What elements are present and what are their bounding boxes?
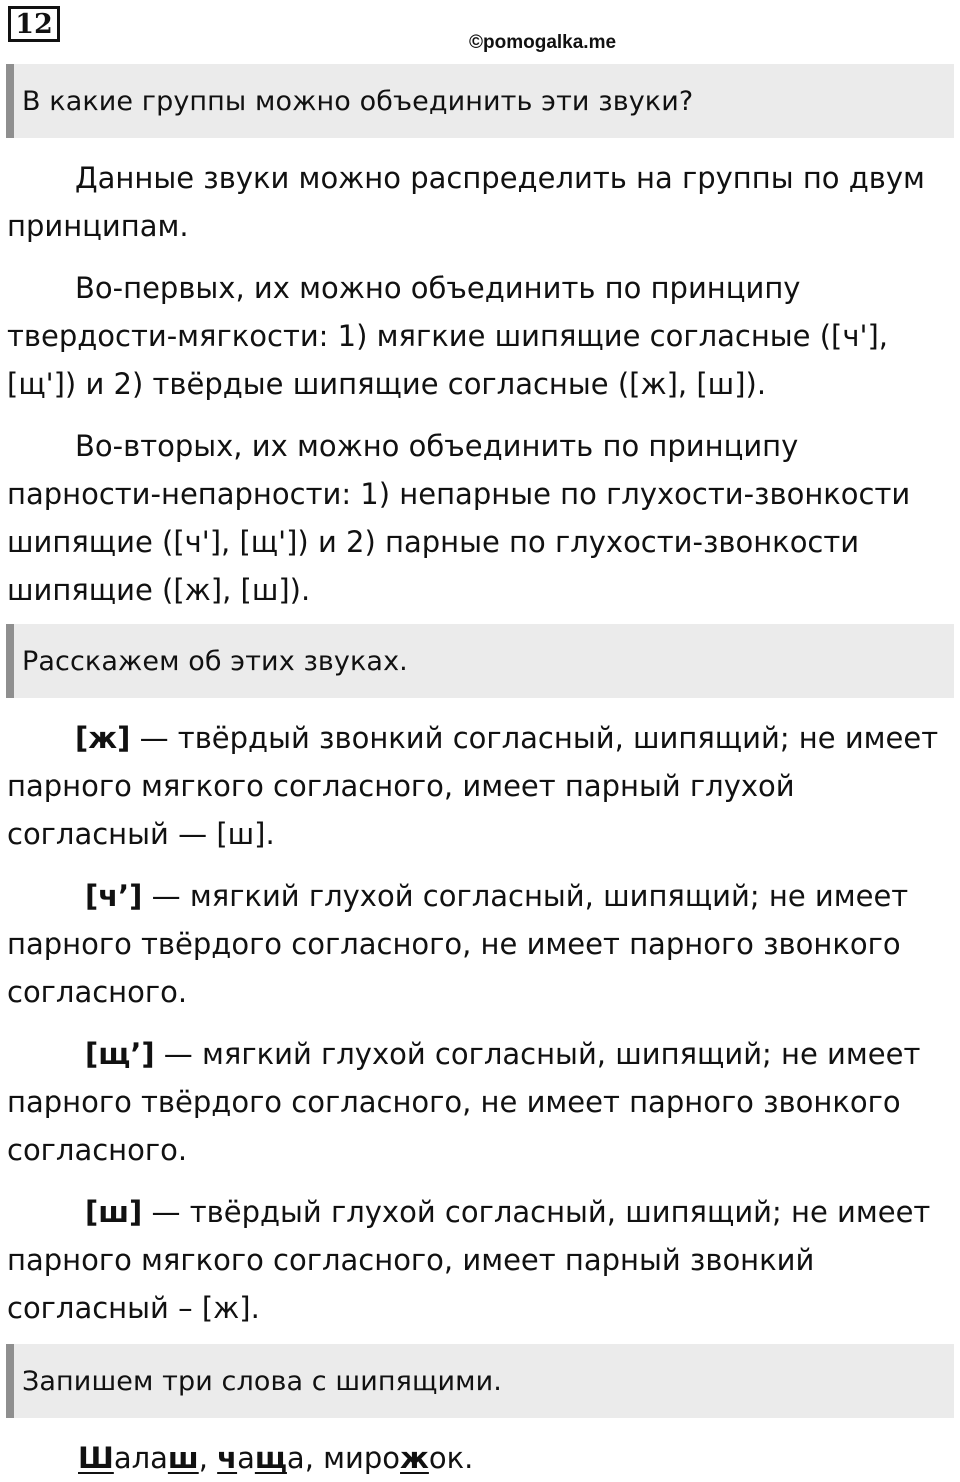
underlined-letter: ч [217,1441,238,1475]
paragraph-text: Во-вторых, их можно объединить по принципу парности-непарности: 1) непарные по глухости-звонкости шипящие ([ч'], [щ']) и 2) парные по глухости-звонкости шипящие ([ж], [ш]). [7,429,911,607]
sound-label: [ч’] [85,879,143,913]
paragraph-text: Данные звуки можно распределить на группы по двум принципам. [7,161,925,243]
paragraph-text: Во-первых, их можно объединить по принципу твердости-мягкости: 1) мягкие шипящие согласные ([ч'], [щ']) и 2) твёрдые шипящие согласные ([ж], [ш]). [7,271,889,401]
sound-description-zh [7,714,952,858]
sound-label: [ш] [85,1195,143,1229]
underlined-letter: щ [254,1441,287,1475]
underlined-letter: ш [167,1441,199,1475]
separator: , [198,1441,218,1475]
sound-text: — мягкий глухой согласный, шипящий; не имеет парного твёрдого согласного, не имеет парного звонкого согласного. [7,879,909,1009]
word-part: ок. [428,1441,474,1475]
sound-text: — мягкий глухой согласный, шипящий; не имеет парного твёрдого согласного, не имеет парного звонкого согласного. [7,1037,921,1167]
word-part: миро [323,1441,401,1475]
word-part: а [237,1441,255,1475]
paragraph-second-principle [7,422,952,614]
sound-label: [ж] [75,721,131,755]
separator: , [304,1441,324,1475]
sound-label: [щ’] [85,1037,155,1071]
underlined-letter: Ш [78,1441,114,1475]
sound-text: — твёрдый звонкий согласный, шипящий; не имеет парного мягкого согласного, имеет парный глухой согласный — [ш]. [7,721,939,851]
sound-description-shch [7,1030,952,1174]
question-heading-groups [6,64,954,138]
paragraph-first-principle [7,264,952,408]
watermark: ©pomogalka.me [469,32,617,53]
page-number: 12 [8,6,60,42]
sound-description-ch [7,872,952,1016]
paragraph-intro [7,154,952,250]
word-part: а [286,1441,305,1475]
sound-text: — твёрдый глухой согласный, шипящий; не имеет парного мягкого согласного, имеет парный звонкий согласный – [ж]. [7,1195,931,1325]
heading-text: Расскажем об этих звуках. [22,645,408,677]
heading-text: В какие группы можно объединить эти звуки? [22,85,694,117]
question-heading-describe [6,624,954,698]
word-part: ала [113,1441,168,1475]
underlined-letter: ж [400,1441,429,1475]
question-heading-words [6,1344,954,1418]
sound-description-sh [7,1188,952,1332]
example-words [78,1434,473,1482]
heading-text: Запишем три слова с шипящими. [22,1365,502,1397]
